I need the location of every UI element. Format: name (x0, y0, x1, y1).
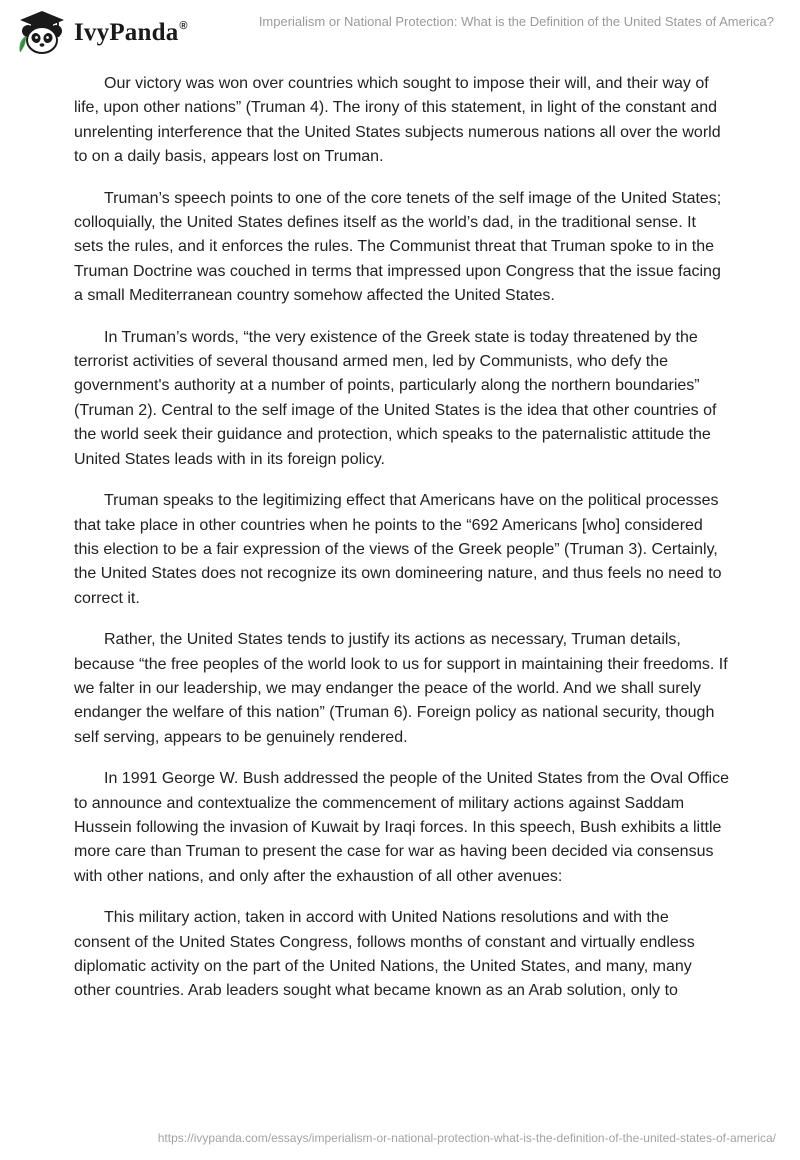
panda-graduate-icon (14, 8, 70, 56)
brand-name (74, 19, 188, 47)
document-title: Imperialism or National Protection: What is the Definition of the United States of America? (258, 14, 774, 29)
paragraph: Rather, the United States tends to justify its actions as necessary, Truman details, because “the free peoples of the world look to us for support in maintaining their freedoms. If we falter in our leadership, we may endanger the peace of the world. And we shall surely endanger the welfare of this nation” (Truman 6). Foreign policy as national security, though self serving, appears to be genuinely rendered. (74, 631, 728, 746)
paragraph: Truman speaks to the legitimizing effect that Americans have on the political processes that take place in other countries when he points to the “692 Americans [who] considered this election to be a fair expression of the views of the Greek people” (Truman 3). Certainly, the United States does not recognize its own domineering nature, and thus feels no need to correct it. (74, 492, 722, 607)
paragraph: Truman’s speech points to one of the core tenets of the self image of the United States; colloquially, the United States defines itself as the world’s dad, in the traditional sense. It sets the rules, and it enforces the rules. The Communist threat that Truman spoke to in the Truman Doctrine was couched in terms that impressed upon Congress that the issue facing a small Mediterranean country somehow affected the United States. (74, 189, 722, 305)
page-header (0, 0, 800, 70)
ivypanda-logo[interactable] (14, 8, 188, 56)
paragraph: Our victory was won over countries which sought to impose their will, and their way of life, upon other nations” (Truman 4). The irony of this statement, in light of the constant and unrelenting interference that the United States subjects numerous nations all over the world to on a daily basis, appears lost on Truman. (74, 75, 721, 166)
source-url[interactable]: https://ivypanda.com/essays/imperialism-or-national-protection-what-is-the-definition-of-the-united-states-of-america/ (157, 1131, 776, 1145)
essay-body (74, 72, 729, 1021)
paragraph: In Truman’s words, “the very existence of the Greek state is today threatened by the terrorist activities of several thousand armed men, led by Communists, who defy the government's authority at a number of points, particularly along the northern boundaries” (Truman 2). Central to the self image of the United States is the idea that other countries of the world seek their guidance and protection, which speaks to the paternalistic attitude the United States leads with in its foreign policy. (74, 328, 717, 468)
paragraph: In 1991 George W. Bush addressed the people of the United States from the Oval Office to announce and contextualize the commencement of military actions against Saddam Hussein following the invasion of Kuwait by Iraqi forces. In this speech, Bush exhibits a little more care than Truman to present the case for war as having been decided via consensus with other nations, and only after the exhaustion of all other avenues: (74, 770, 729, 885)
registered-mark: ® (179, 19, 188, 32)
paragraph: This military action, taken in accord with United Nations resolutions and with the consent of the United States Congress, follows months of constant and virtually endless diplomatic activity on the part of the United Nations, the United States, and many, many other countries. Arab leaders sought what became known as an Arab solution, only to (74, 909, 695, 1000)
brand-name-text: IvyPanda (74, 19, 179, 46)
